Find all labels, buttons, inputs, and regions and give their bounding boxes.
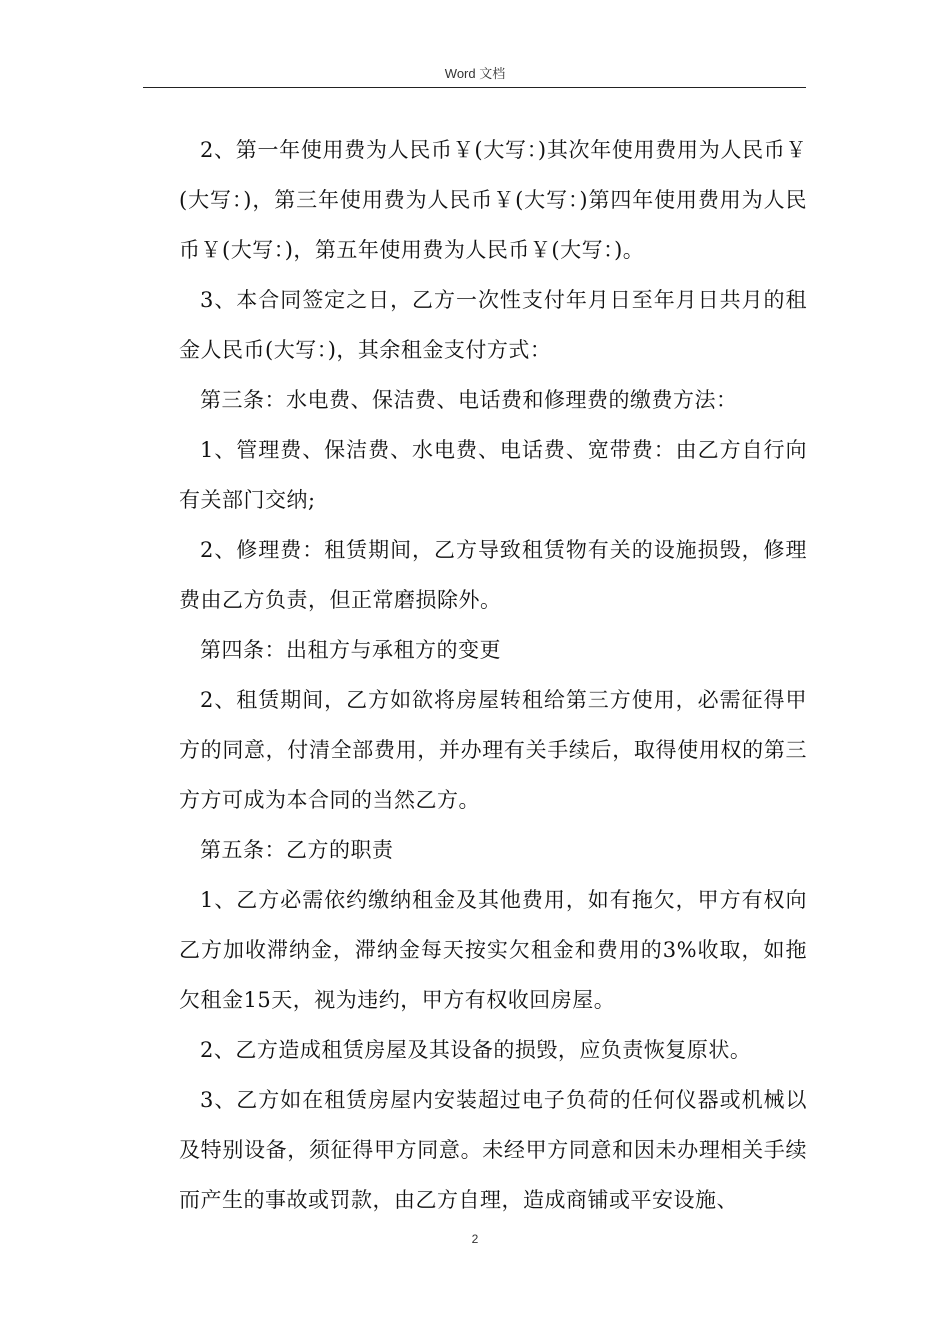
paragraph-equipment-installation: 3、乙方如在租赁房屋内安装超过电子负荷的任何仪器或机械以及特别设备，须征得甲方同意。未经甲方同意和因未办理相关手续而产生的事故或罚款，由乙方自理，造成商铺或平安设施、 <box>179 1088 807 1212</box>
paragraph-rent-payment: 3、本合同签定之日，乙方一次性支付年月日至年月日共月的租金人民币(大写：)，其余租金支付方式： <box>179 288 807 362</box>
paragraph-damage-restoration: 2、乙方造成租赁房屋及其设备的损毁，应负责恢复原状。 <box>200 1038 752 1062</box>
paragraph-late-fees: 1、乙方必需依约缴纳租金及其他费用，如有拖欠，甲方有权向乙方加收滞纳金，滞纳金每天按实欠租金和费用的3%收取，如拖欠租金15天，视为违约，甲方有权收回房屋。 <box>179 888 807 1012</box>
page-number: 2 <box>471 1232 479 1246</box>
paragraph-repair-fees: 2、修理费：租赁期间，乙方导致租赁物有关的设施损毁，修理费由乙方负责，但正常磨损除外。 <box>179 538 807 612</box>
article-four-heading: 第四条：出租方与承租方的变更 <box>200 638 501 662</box>
document-body <box>179 125 807 1225</box>
paragraph-annual-fees: 2、第一年使用费为人民币￥(大写：)其次年使用费用为人民币￥(大写：)，第三年使用费为人民币￥(大写：)第四年使用费用为人民币￥(大写：)，第五年使用费为人民币￥(大写：)。 <box>179 138 807 262</box>
paragraph-sublease: 2、租赁期间，乙方如欲将房屋转租给第三方使用，必需征得甲方的同意，付清全部费用，并办理有关手续后，取得使用权的第三方方可成为本合同的当然乙方。 <box>179 688 807 812</box>
article-five-heading: 第五条：乙方的职责 <box>200 838 394 862</box>
paragraph-management-fees: 1、管理费、保洁费、水电费、电话费、宽带费：由乙方自行向有关部门交纳; <box>179 438 807 512</box>
article-three-heading: 第三条：水电费、保洁费、电话费和修理费的缴费方法： <box>200 388 738 412</box>
header-divider <box>143 87 806 88</box>
page-header-title: Word 文档 <box>444 66 506 81</box>
